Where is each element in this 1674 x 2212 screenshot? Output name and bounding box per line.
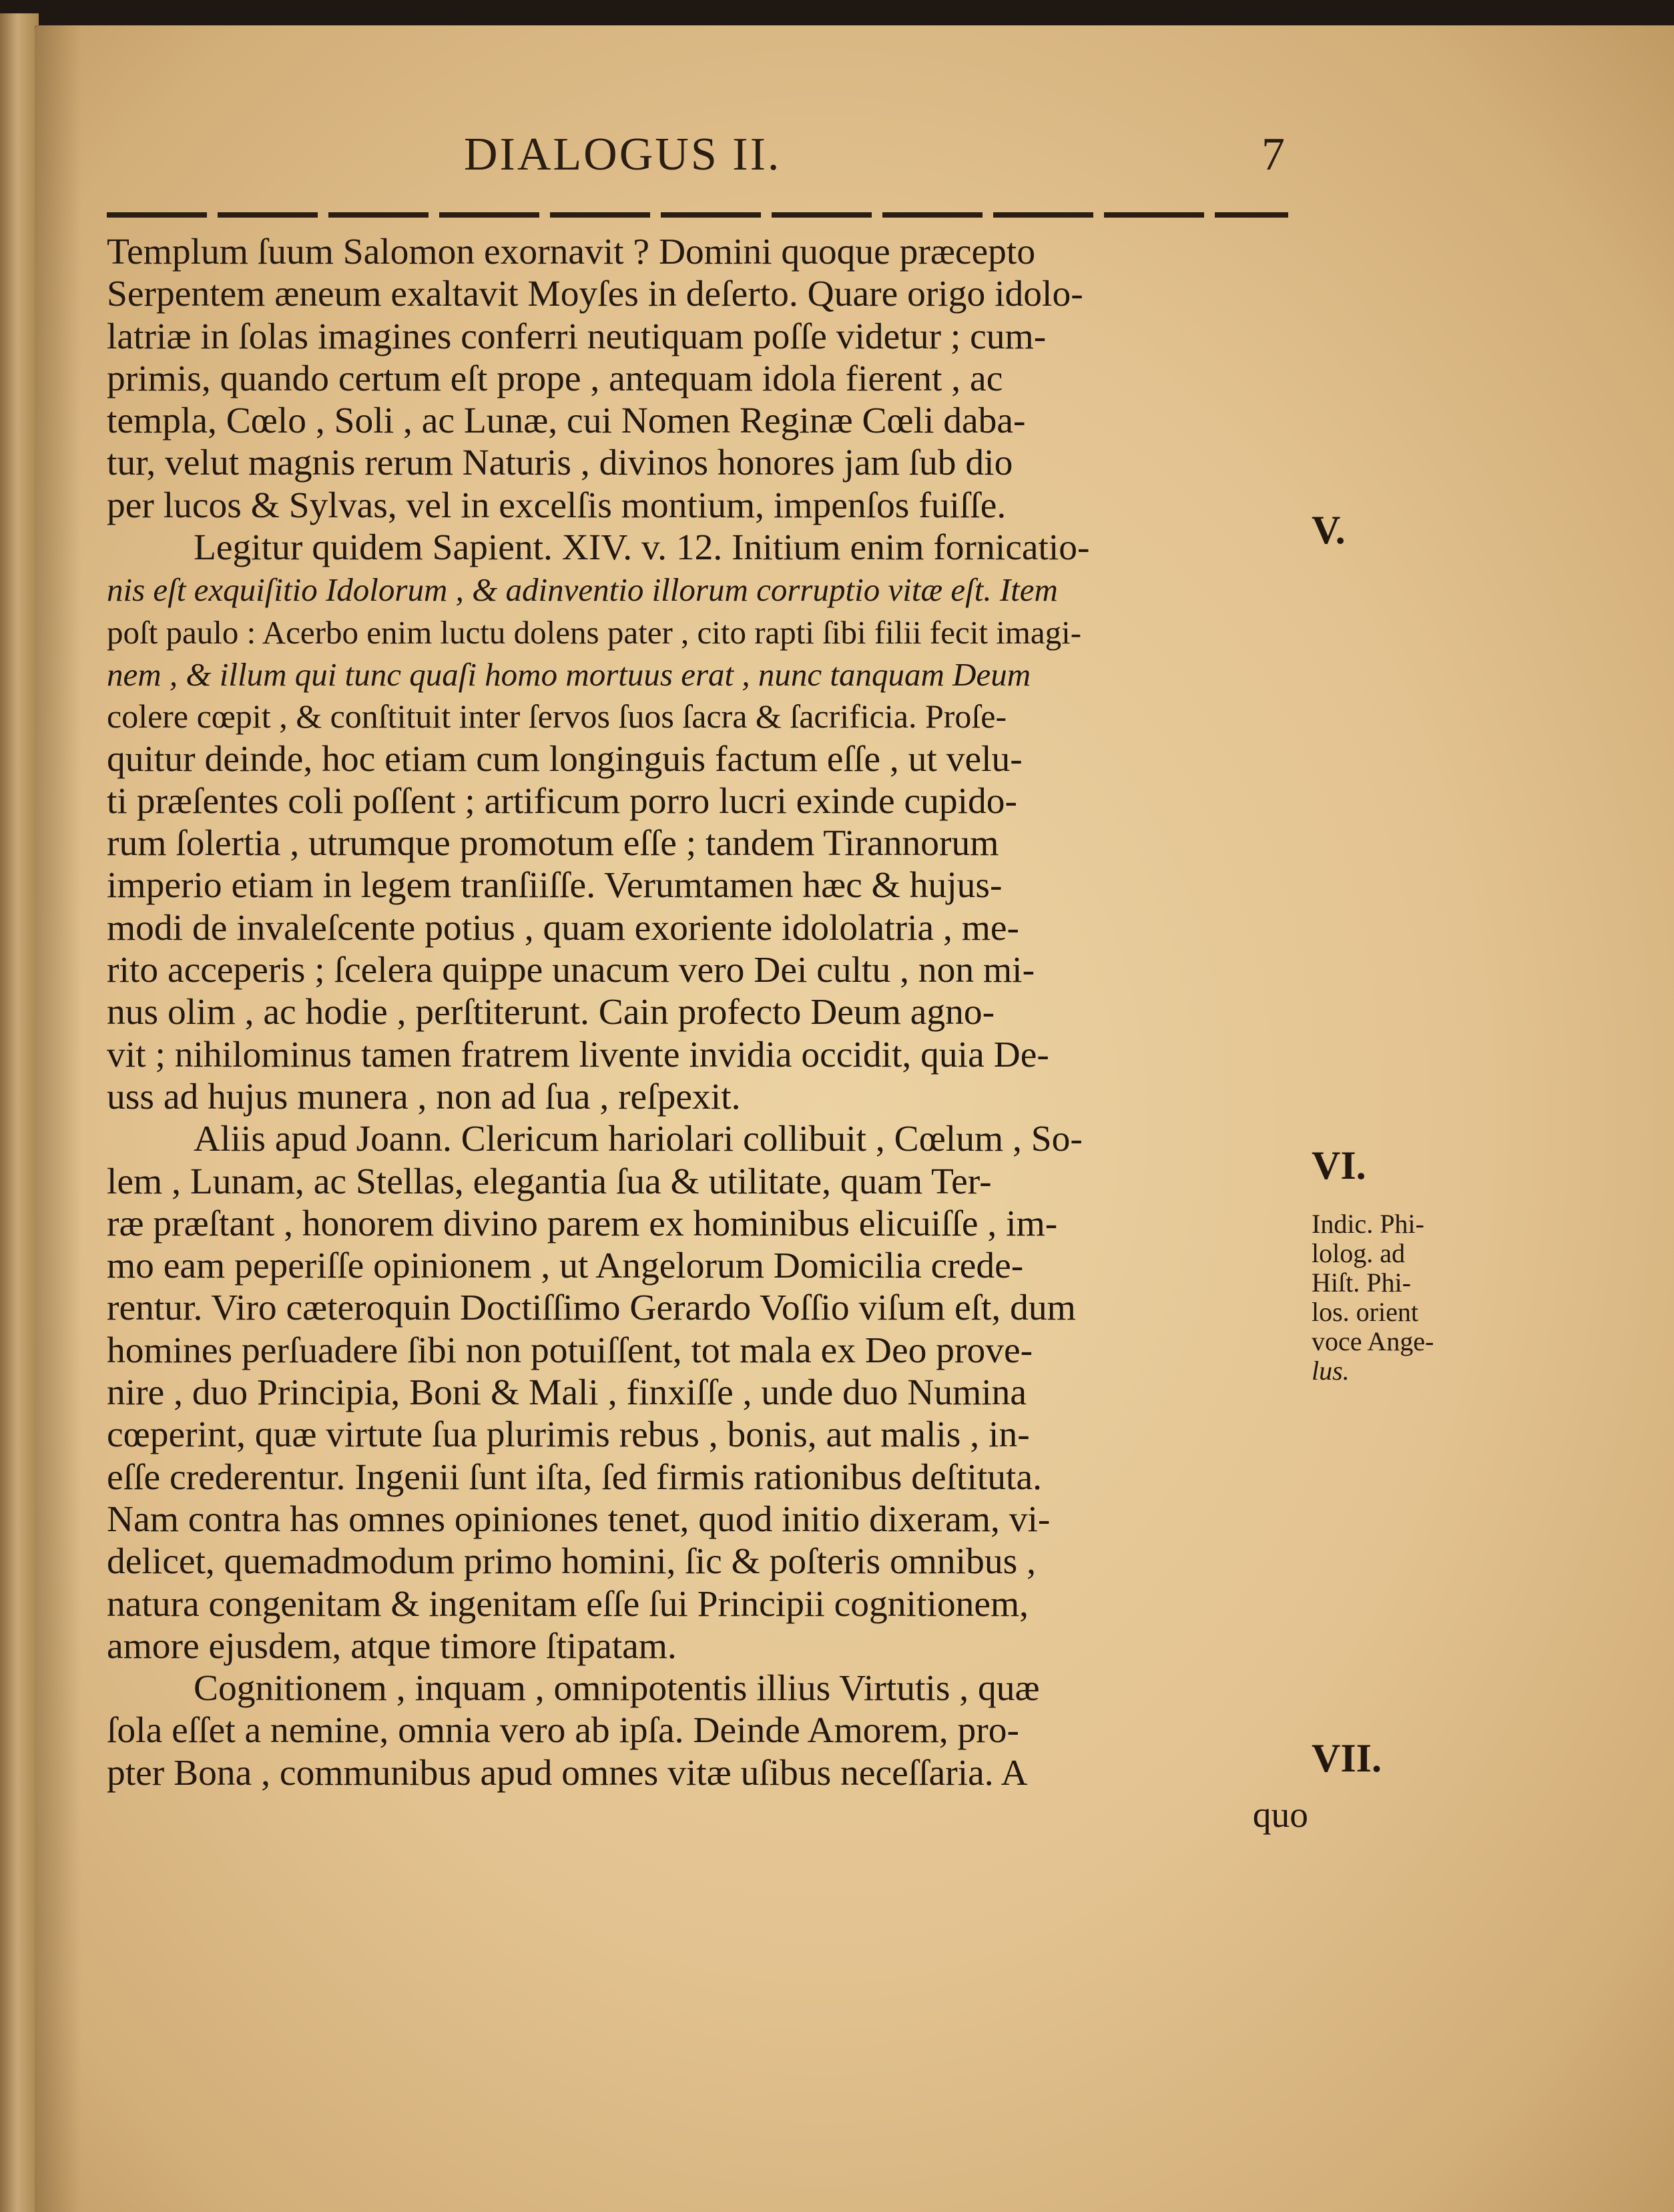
text-line: Legitur quidem Sapient. XIV. v. 12. Initium enim fornicatio- (194, 527, 1090, 569)
text-line: ræ præſtant , honorem divino parem ex hominibus elicuiſſe , im- (107, 1203, 1058, 1244)
text-line: Aliis apud Joann. Clericum hariolari collibuit , Cœlum , So- (194, 1119, 1083, 1160)
text-line: primis, quando certum eſt prope , antequam idola fierent , ac (107, 358, 1003, 399)
left-page-edge (0, 13, 39, 2212)
margin-note-line: Hiſt. Phi- (1312, 1268, 1411, 1298)
text-line: rito acceperis ; ſcelera quippe unacum vero Dei cultu , non mi- (107, 950, 1035, 991)
text-line: nis eſt exquiſitio Idolorum , & adinventio illorum corruptio vitæ eſt. Item (107, 571, 1058, 609)
text-line: vit ; nihilominus tamen fratrem livente invidia occidit, quia De- (107, 1034, 1049, 1075)
text-line: colere cœpit , & conſtituit inter ſervos ſuos ſacra & ſacrificia. Proſe- (107, 698, 1007, 736)
running-head-title: DIALOGUS II. (464, 129, 782, 180)
margin-section-6: VI. (1312, 1143, 1366, 1187)
text-line: rentur. Viro cæteroquin Doctiſſimo Gerardo Voſſio viſum eſt, dum (107, 1288, 1076, 1329)
margin-note-line: voce Ange- (1312, 1326, 1434, 1356)
header-rule (107, 212, 1288, 218)
text-line: rum ſolertia , utrumque promotum eſſe ; tandem Tirannorum (107, 823, 999, 864)
catchword: quo (1252, 1794, 1308, 1836)
text-line: lem , Lunam, ac Stellas, elegantia ſua & utilitate, quam Ter- (107, 1161, 992, 1202)
text-line: Serpentem æneum exaltavit Moyſes in deſerto. Quare origo idolo- (107, 274, 1083, 315)
text-line: tur, velut magnis rerum Naturis , divinos honores jam ſub dio (107, 443, 1013, 484)
text-line: delicet, quemadmodum primo homini, ſic & poſteris omnibus , (107, 1541, 1036, 1583)
text-line: templa, Cœlo , Soli , ac Lunæ, cui Nomen Reginæ Cœli daba- (107, 400, 1026, 442)
text-line: nire , duo Principia, Boni & Mali , finxiſſe , unde duo Numina (107, 1372, 1027, 1414)
text-line: mo eam peperiſſe opinionem , ut Angelorum Domicilia crede- (107, 1246, 1024, 1287)
text-line: eſſe crederentur. Ingenii ſunt iſta, ſed firmis rationibus deſtituta. (107, 1456, 1042, 1498)
gutter-shadow (35, 25, 81, 2212)
text-line: quitur deinde, hoc etiam cum longinguis factum eſſe , ut velu- (107, 738, 1023, 780)
text-line: nem , & illum qui tunc quaſi homo mortuus erat , nunc tanquam Deum (107, 655, 1031, 693)
text-line: amore ejusdem, atque timore ſtipatam. (107, 1625, 677, 1667)
text-line: homines perſuadere ſibi non potuiſſent, tot mala ex Deo prove- (107, 1330, 1033, 1371)
text-line: poſt paulo : Acerbo enim luctu dolens pater , cito rapti ſibi filii fecit imagi- (107, 613, 1082, 651)
margin-section-5: V. (1312, 508, 1346, 552)
text-line: ſola eſſet a nemine, omnia vero ab ipſa. Deinde Amorem, pro- (107, 1710, 1020, 1751)
page-number: 7 (1262, 129, 1285, 180)
text-line: imperio etiam in legem tranſiiſſe. Verumtamen hæc & hujus- (107, 865, 1003, 906)
text-line: Cognitionem , inquam , omnipotentis illius Virtutis , quæ (194, 1668, 1040, 1709)
text-line: Nam contra has omnes opiniones tenet, quod initio dixeram, vi- (107, 1498, 1051, 1540)
text-line: Templum ſuum Salomon exornavit ? Domini quoque præcepto (107, 232, 1036, 272)
margin-section-7: VII. (1312, 1736, 1382, 1780)
running-head (464, 128, 1285, 195)
text-line: uss ad hujus munera , non ad ſua , reſpexit. (107, 1076, 741, 1117)
margin-note-line: Indic. Phi- (1312, 1209, 1424, 1239)
text-line: modi de invaleſcente potius , quam exoriente idololatria , me- (107, 907, 1020, 948)
margin-note-line: los. orient (1312, 1297, 1418, 1327)
body-text (107, 231, 1308, 1836)
text-line: nus olim , ac hodie , perſtiterunt. Cain profecto Deum agno- (107, 992, 995, 1033)
text-line: ti præſentes coli poſſent ; artificum porro lucri exinde cupido- (107, 780, 1018, 822)
text-line: pter Bona , communibus apud omnes vitæ uſibus neceſſaria. A (107, 1752, 1028, 1793)
text-line: latriæ in ſolas imagines conferri neutiquam poſſe videtur ; cum- (107, 316, 1047, 357)
text-line: natura congenitam & ingenitam eſſe ſui Principii cognitionem, (107, 1583, 1029, 1625)
margin-reference-note (1312, 1209, 1485, 1386)
text-line: cœperint, quæ virtute ſua plurimis rebus , bonis, aut malis , in- (107, 1414, 1030, 1456)
text-line: per lucos & Sylvas, vel in excelſis montium, impenſos fuiſſe. (107, 485, 1007, 526)
margin-note-line: lolog. ad (1312, 1238, 1405, 1268)
margin-note-line: lus. (1312, 1356, 1350, 1386)
